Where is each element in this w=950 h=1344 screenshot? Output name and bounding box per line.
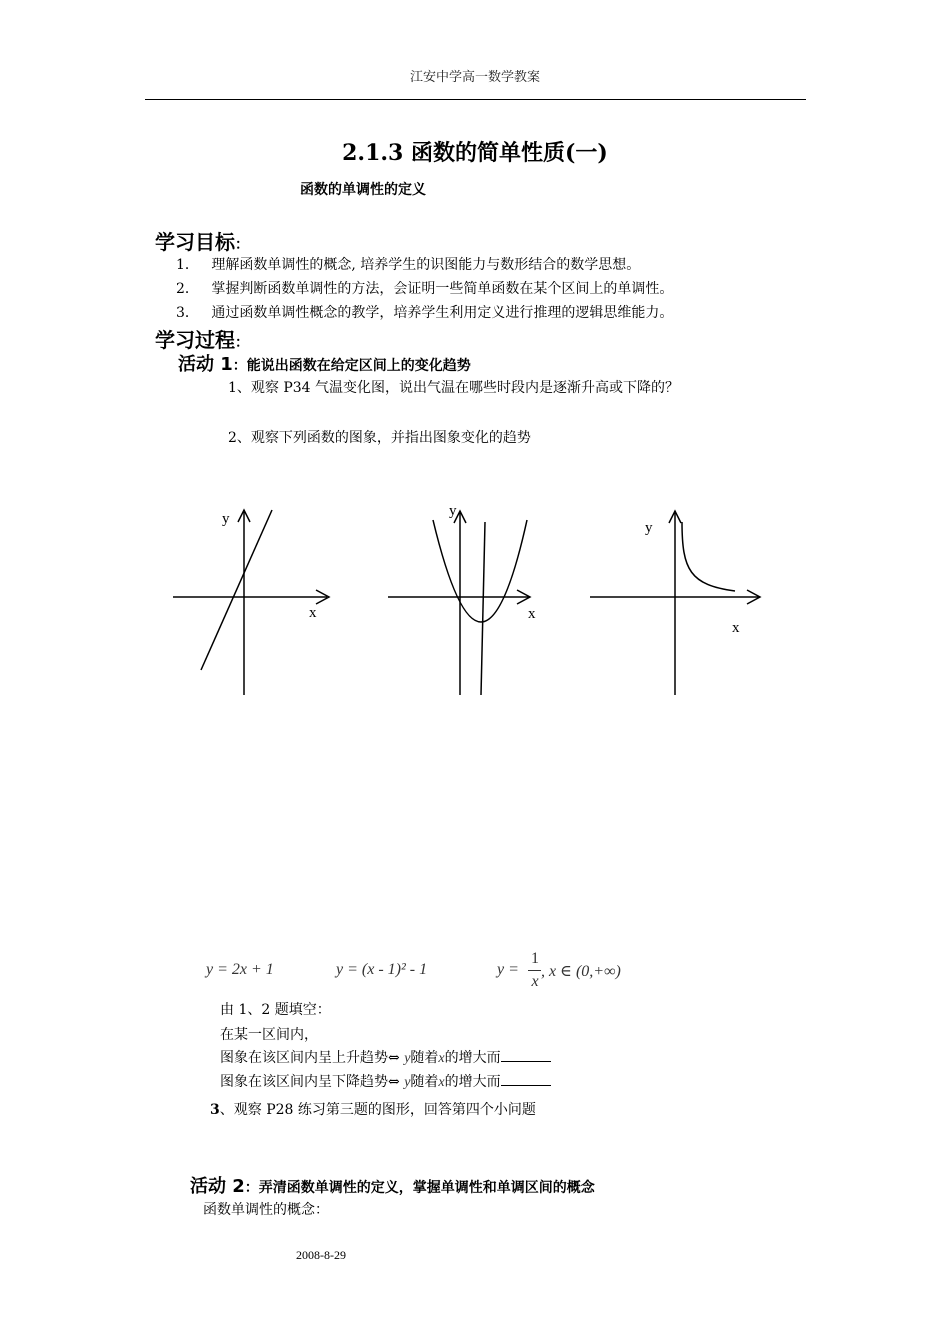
var-x: x xyxy=(438,1075,445,1090)
answer-blank-increasing[interactable] xyxy=(501,1047,551,1062)
graph2-curve xyxy=(433,520,527,622)
objective-num: 2． xyxy=(176,281,199,297)
process-heading-text: 学习过程 xyxy=(155,328,235,352)
graph2-y-label: y xyxy=(449,503,457,519)
graph1-line xyxy=(201,510,272,670)
process-heading-colon: ： xyxy=(235,335,249,351)
activity1-label: 活动 1 xyxy=(178,354,233,375)
formula-reciprocal-numerator: 1 xyxy=(531,950,539,967)
fill-increasing-prefix: 图象在该区间内呈上升趋势⇔ xyxy=(220,1050,400,1066)
formula-reciprocal-suffix: , x ∈ (0,+∞) xyxy=(541,963,621,980)
fill-suffix: 的增大而 xyxy=(444,1074,501,1090)
graph-reciprocal xyxy=(590,511,760,695)
activity2-title: ：弄清函数单调性的定义，掌握单调性和单调区间的概念 xyxy=(244,1180,595,1196)
graph3-y-label: y xyxy=(645,520,653,536)
objective-num: 1． xyxy=(176,257,199,273)
fill-intro: 由 1、2 题填空： xyxy=(220,1002,331,1018)
activity2-concept: 函数单调性的概念： xyxy=(203,1202,329,1218)
graph3-curve xyxy=(682,522,735,591)
objective-text: 通过函数单调性概念的教学，培养学生利用定义进行推理的逻辑思维能力。 xyxy=(211,305,674,321)
objective-num: 3． xyxy=(176,305,199,321)
formula-parabola: y = (x - 1)² - 1 xyxy=(336,961,428,978)
question-3-text: 、观察 P28 练习第三题的图形，回答第四个小问题 xyxy=(219,1102,536,1118)
activity1-title: ：能说出函数在给定区间上的变化趋势 xyxy=(232,358,471,374)
formula-fraction-bar xyxy=(528,970,541,971)
var-y: y xyxy=(404,1075,411,1090)
var-x: x xyxy=(438,1051,445,1066)
footer-date: 2008-8-29 xyxy=(296,1248,346,1262)
page-subtitle: 函数的单调性的定义 xyxy=(300,182,426,198)
graph-linear xyxy=(173,510,329,695)
graph3-x-label: x xyxy=(732,620,740,636)
var-y: y xyxy=(404,1051,411,1066)
objective-text: 掌握判断函数单调性的方法，会证明一些简单函数在某个区间上的单调性。 xyxy=(211,281,674,297)
fill-line-1: 在某一区间内， xyxy=(220,1027,318,1043)
fill-decreasing-prefix: 图象在该区间内呈下降趋势⇔ xyxy=(220,1074,400,1090)
page-title: 2.1.3 函数的简单性质(一) xyxy=(342,140,608,166)
activity2-heading xyxy=(190,1172,595,1198)
formula-reciprocal-denominator: x xyxy=(531,973,539,990)
graph1-x-label: x xyxy=(309,605,317,621)
fill-mid: 随着 xyxy=(410,1074,439,1090)
question-3-number: 3 xyxy=(210,1102,220,1118)
graph2-x-label: x xyxy=(528,606,536,622)
activity1-question-3 xyxy=(210,1099,536,1119)
answer-blank-decreasing[interactable] xyxy=(501,1071,551,1086)
page-header: 江安中学高一数学教案 xyxy=(409,70,540,85)
objectives-heading-colon: ： xyxy=(235,237,249,253)
objectives-heading-text: 学习目标 xyxy=(155,230,235,254)
fill-mid: 随着 xyxy=(410,1050,439,1066)
activity1-question-2: 2、观察下列函数的图象，并指出图象变化的趋势 xyxy=(228,430,531,446)
formula-reciprocal-prefix: y = xyxy=(497,961,519,978)
graph2-vertical-line xyxy=(481,522,485,695)
formula-linear: y = 2x + 1 xyxy=(206,961,274,978)
fill-suffix: 的增大而 xyxy=(444,1050,501,1066)
objective-text: 理解函数单调性的概念, 培养学生的识图能力与数形结合的数学思想。 xyxy=(211,257,641,273)
fill-line-increasing xyxy=(220,1047,551,1067)
fill-line-decreasing xyxy=(220,1071,551,1091)
graph1-y-label: y xyxy=(222,511,230,527)
activity2-label: 活动 2 xyxy=(190,1176,245,1197)
activity1-question-1: 1、观察 P34 气温变化图，说出气温在哪些时段内是逐渐升高或下降的？ xyxy=(228,380,680,396)
graph-parabola xyxy=(388,511,530,695)
